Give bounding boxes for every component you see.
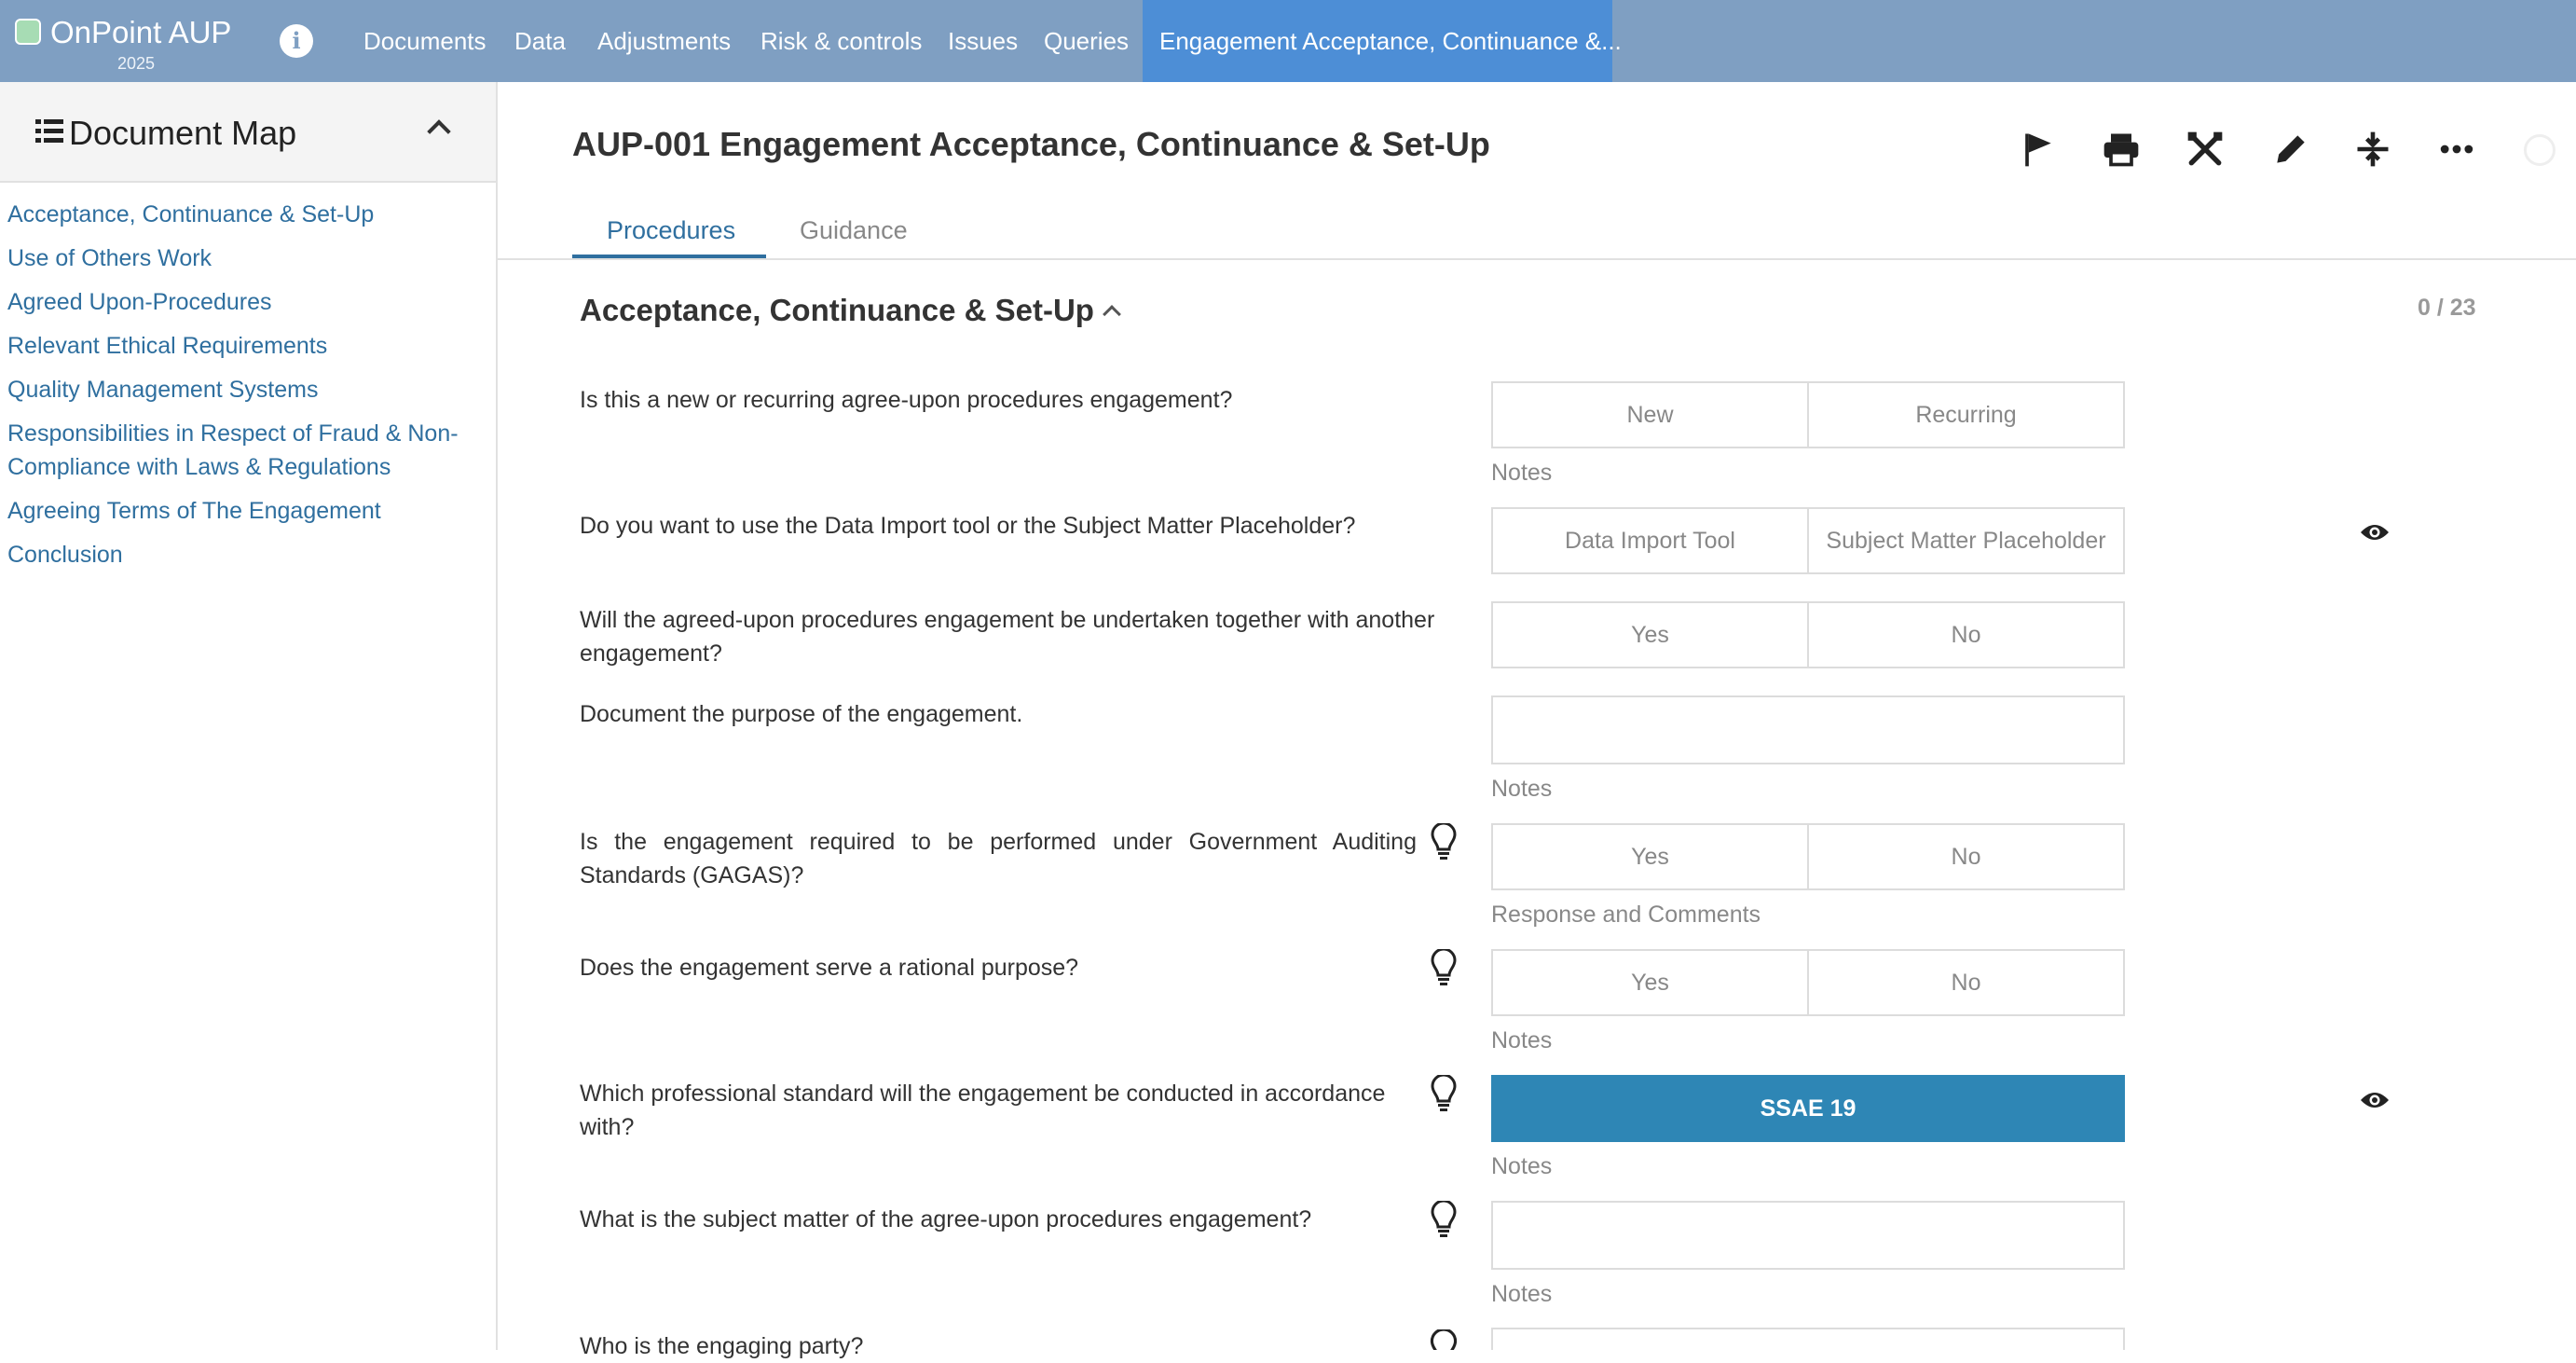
answer-toggle [1491,823,2125,890]
notes-link[interactable]: Notes [1491,460,1553,486]
answer-toggle [1491,381,2125,448]
option-new[interactable]: New [1626,402,1674,428]
question-text: Do you want to use the Data Import tool or the Subject Matter Placeholder? [580,513,1356,539]
tools-icon[interactable] [2185,129,2226,170]
nav-issues[interactable]: Issues [948,27,1019,55]
section-title: Acceptance, Continuance & Set-Up [580,293,1094,327]
document-map-links [7,198,473,582]
option-no[interactable]: No [1807,603,2123,667]
document-map-sidebar [0,82,498,1350]
app-brand[interactable] [15,13,239,73]
nav-documents[interactable]: Documents [363,27,486,55]
answer-toggle [1491,601,2125,668]
sidebar-link-agreed-upon-procedures[interactable]: Agreed Upon-Procedures [7,289,272,315]
section-progress: 0 / 23 [2418,295,2476,321]
document-map-header [0,82,496,183]
nav-data[interactable]: Data [514,27,566,55]
flag-icon[interactable] [2017,129,2058,170]
option-yes[interactable]: Yes [1631,622,1669,648]
print-icon[interactable] [2101,129,2142,170]
eye-icon[interactable] [2360,1090,2390,1110]
lightbulb-icon[interactable] [1430,1075,1458,1114]
question-text: Which professional standard will the engagement be conducted in accordance with? [580,1081,1386,1140]
option-recurring[interactable]: Recurring [1807,383,2123,447]
document-title: AUP-001 Engagement Acceptance, Continuance & Set-Up [572,125,1490,163]
answer-toggle [1491,949,2125,1016]
notes-link[interactable]: Notes [1491,776,1553,802]
option-subject-matter-placeholder[interactable]: Subject Matter Placeholder [1807,509,2123,572]
lightbulb-icon[interactable] [1430,1201,1458,1240]
app-logo-icon [15,19,41,45]
option-yes[interactable]: Yes [1631,970,1669,996]
app-year: 2025 [117,54,156,73]
chevron-up-icon[interactable] [427,119,450,143]
question-text: Is the engagement required to be performed under Government Auditing Standards (GAGAS)? [580,829,1417,888]
info-icon[interactable]: i [280,24,313,58]
sidebar-link-acceptance[interactable]: Acceptance, Continuance & Set-Up [7,201,375,227]
lightbulb-icon[interactable] [1430,1329,1458,1350]
app-name: OnPoint AUP [50,15,232,49]
pencil-icon[interactable] [2270,129,2311,170]
question-text: Will the agreed-upon procedures engagement be undertaken together with another engagement? [580,607,1435,667]
tab-procedures[interactable]: Procedures [607,216,736,244]
option-data-import-tool[interactable]: Data Import Tool [1565,528,1735,554]
question-text: Is this a new or recurring agree-upon procedures engagement? [580,387,1233,413]
standard-selector[interactable] [1491,1075,2125,1142]
nav-risk-controls[interactable]: Risk & controls [760,27,923,55]
tab-guidance[interactable]: Guidance [800,216,908,244]
question-text: Does the engagement serve a rational purpose? [580,955,1079,981]
eye-icon[interactable] [2360,522,2390,543]
purpose-textarea[interactable] [1491,695,2125,764]
nav-engagement-acceptance[interactable]: Engagement Acceptance, Continuance &... [1143,0,1612,82]
sidebar-link-conclusion[interactable]: Conclusion [7,542,123,568]
top-nav-bar [0,0,2576,82]
engaging-party-input[interactable] [1491,1328,2125,1350]
notes-link[interactable]: Notes [1491,1153,1553,1179]
selected-standard[interactable]: SSAE 19 [1760,1095,1857,1122]
lightbulb-icon[interactable] [1430,949,1458,988]
notes-link[interactable]: Notes [1491,1281,1553,1307]
option-no[interactable]: No [1807,951,2123,1014]
sidebar-link-use-of-others-work[interactable]: Use of Others Work [7,245,212,271]
lightbulb-icon[interactable] [1430,823,1458,862]
sidebar-link-agreeing-terms[interactable]: Agreeing Terms of The Engagement [7,498,381,524]
sidebar-link-ethical-requirements[interactable]: Relevant Ethical Requirements [7,333,328,359]
list-icon [35,119,63,144]
tab-divider [498,258,2576,260]
sidebar-link-quality-management[interactable]: Quality Management Systems [7,377,319,403]
chevron-up-icon[interactable] [1103,305,1121,324]
sidebar-link-fraud-responsibilities[interactable]: Responsibilities in Respect of Fraud & Non-Compliance with Laws & Regulations [7,420,459,480]
answer-toggle [1491,507,2125,574]
option-yes[interactable]: Yes [1631,844,1669,870]
question-text: Document the purpose of the engagement. [580,701,1023,727]
status-circle-icon[interactable] [2524,134,2555,166]
more-icon[interactable] [2436,129,2477,170]
option-no[interactable]: No [1807,825,2123,888]
document-map-title: Document Map [69,114,297,152]
subject-matter-textarea[interactable] [1491,1201,2125,1270]
collapse-icon[interactable] [2352,129,2393,170]
question-text: Who is the engaging party? [580,1333,864,1359]
nav-adjustments[interactable]: Adjustments [597,27,732,55]
notes-link[interactable]: Notes [1491,1027,1553,1053]
question-text: What is the subject matter of the agree-upon procedures engagement? [580,1206,1312,1232]
response-comments-link[interactable]: Response and Comments [1491,902,1761,928]
nav-queries[interactable]: Queries [1044,27,1130,55]
